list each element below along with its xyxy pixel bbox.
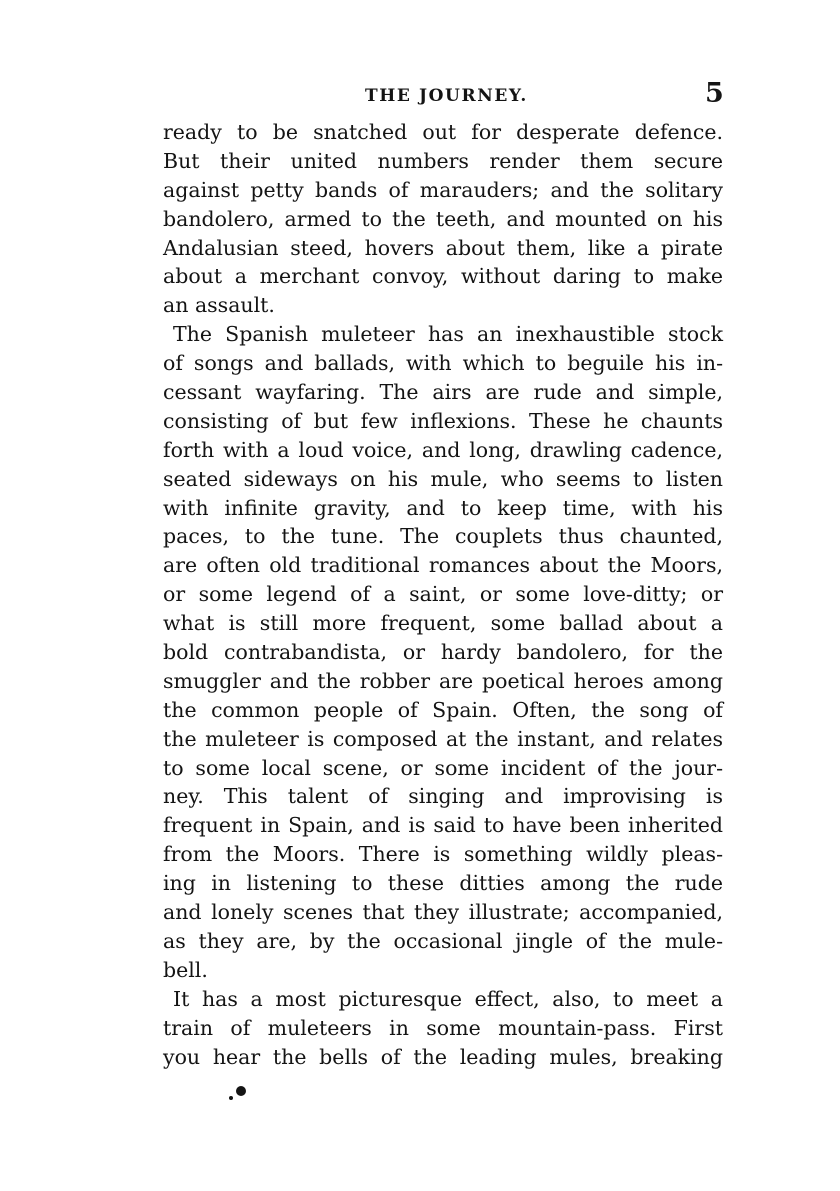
text-line: the common people of Spain. Often, the song of: [163, 697, 723, 722]
text-line: frequent in Spain, and is said to have been inherited: [163, 813, 723, 838]
text-line: what is still more frequent, some ballad about a: [163, 611, 723, 636]
text-line: the muleteer is composed at the instant, and relates: [163, 726, 723, 751]
text-line: are often old traditional romances about the Moors,: [163, 553, 723, 578]
paragraph-mountain-pass: [163, 985, 723, 1072]
body-text: [163, 118, 723, 1071]
paragraph-continuation: [163, 118, 723, 320]
text-line: or some legend of a saint, or some love-ditty; or: [163, 582, 723, 607]
text-line: It has a most picturesque effect, also, to meet a: [173, 986, 723, 1011]
text-line: smuggler and the robber are poetical heroes among: [163, 668, 723, 693]
page-number: 5: [705, 78, 724, 109]
text-line: consisting of but few inflexions. These he chaunts: [163, 408, 723, 433]
text-line: paces, to the tune. The couplets thus chaunted,: [163, 524, 723, 549]
ink-speck-mark: [229, 1096, 233, 1100]
text-line: an assault.: [163, 293, 275, 318]
text-line: seated sideways on his mule, who seems to listen: [163, 466, 723, 491]
text-line: cessant wayfaring. The airs are rude and simple,: [163, 380, 723, 405]
ink-blot-mark: [236, 1086, 246, 1096]
text-line: about a merchant convoy, without daring to make: [163, 264, 723, 289]
text-line: But their united numbers render them secure: [163, 148, 723, 173]
text-line: ney. This talent of singing and improvising is: [163, 784, 723, 809]
text-line: bold contrabandista, or hardy bandolero, for the: [163, 640, 723, 665]
text-line: you hear the bells of the leading mules, breaking: [163, 1044, 723, 1069]
text-line: The Spanish muleteer has an inexhaustible stock: [173, 322, 723, 347]
text-line: ing in listening to these ditties among the rude: [163, 871, 723, 896]
paragraph-muleteer-songs: [163, 320, 723, 984]
text-line: with infinite gravity, and to keep time, with his: [163, 495, 723, 520]
running-head: THE JOURNEY.: [365, 86, 528, 106]
text-line: to some local scene, or some incident of the jour-: [163, 755, 723, 780]
text-line: bandolero, armed to the teeth, and mounted on his: [163, 206, 723, 231]
text-line: and lonely scenes that they illustrate; accompanied,: [163, 900, 723, 925]
text-line: from the Moors. There is something wildly pleas-: [163, 842, 723, 867]
text-line: Andalusian steed, hovers about them, like a pirate: [163, 235, 723, 260]
text-line: train of muleteers in some mountain-pass. First: [163, 1015, 723, 1040]
text-line: against petty bands of marauders; and the solitary: [163, 177, 723, 202]
text-line: bell.: [163, 957, 208, 982]
text-line: as they are, by the occasional jingle of the mule-: [163, 928, 723, 953]
text-line: of songs and ballads, with which to beguile his in-: [163, 351, 723, 376]
text-line: forth with a loud voice, and long, drawling cadence,: [163, 437, 723, 462]
text-line: ready to be snatched out for desperate defence.: [163, 120, 723, 144]
